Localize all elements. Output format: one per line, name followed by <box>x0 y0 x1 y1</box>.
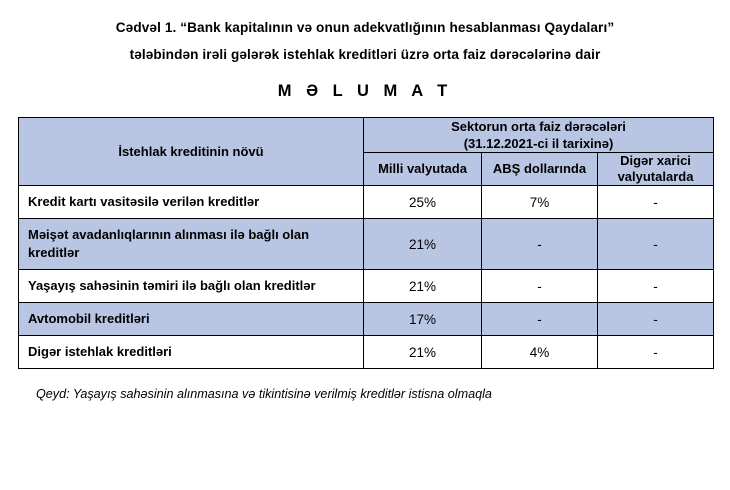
table-row <box>19 303 714 336</box>
footnote: Qeyd: Yaşayış sahəsinin alınmasına və tikintisinə verilmiş kreditlər istisna olmaqla <box>36 387 492 401</box>
table-row <box>19 186 714 219</box>
header-other-currency: Digər xarici valyutalarda <box>598 153 714 186</box>
row-value-national: 21% <box>364 336 482 369</box>
header-sector-rates-line2: (31.12.2021-ci il tarixinə) <box>463 136 614 151</box>
title-line-1: Cədvəl 1. “Bank kapitalının və onun adekvatlığının hesablanması Qaydaları” <box>115 20 615 35</box>
table-row <box>19 270 714 303</box>
document-title <box>18 0 712 68</box>
row-value-usd: - <box>482 270 598 303</box>
row-value-other: - <box>598 336 714 369</box>
row-label: Avtomobil kreditləri <box>19 303 364 336</box>
interest-rates-table <box>18 117 714 369</box>
row-value-national: 25% <box>364 186 482 219</box>
row-value-other: - <box>598 270 714 303</box>
row-value-usd: - <box>482 303 598 336</box>
row-value-other: - <box>598 186 714 219</box>
row-label: Kredit kartı vasitəsilə verilən kreditlər <box>19 186 364 219</box>
table-head <box>19 118 714 186</box>
header-credit-type: İstehlak kreditinin növü <box>19 118 364 186</box>
row-value-other: - <box>598 303 714 336</box>
header-sector-rates-line1: Sektorun orta faiz dərəcələri <box>451 119 626 134</box>
table-body <box>19 186 714 369</box>
row-value-other: - <box>598 219 714 270</box>
header-sector-rates <box>364 118 714 153</box>
row-value-national: 17% <box>364 303 482 336</box>
row-label: Məişət avadanlıqlarının alınması ilə bağlı olan kreditlər <box>19 219 364 270</box>
table-row <box>19 219 714 270</box>
header-national-currency: Milli valyutada <box>364 153 482 186</box>
header-usd: ABŞ dollarında <box>482 153 598 186</box>
document-subtitle: M Ə L U M A T <box>277 82 453 100</box>
row-label: Digər istehlak kreditləri <box>19 336 364 369</box>
row-value-national: 21% <box>364 219 482 270</box>
table-row <box>19 336 714 369</box>
row-value-usd: 7% <box>482 186 598 219</box>
row-label: Yaşayış sahəsinin təmiri ilə bağlı olan kreditlər <box>19 270 364 303</box>
table-header-row-1 <box>19 118 714 153</box>
row-value-usd: 4% <box>482 336 598 369</box>
row-value-national: 21% <box>364 270 482 303</box>
row-value-usd: - <box>482 219 598 270</box>
title-line-2: tələbindən irəli gələrək istehlak kreditləri üzrə orta faiz dərəcələrinə dair <box>129 47 601 62</box>
